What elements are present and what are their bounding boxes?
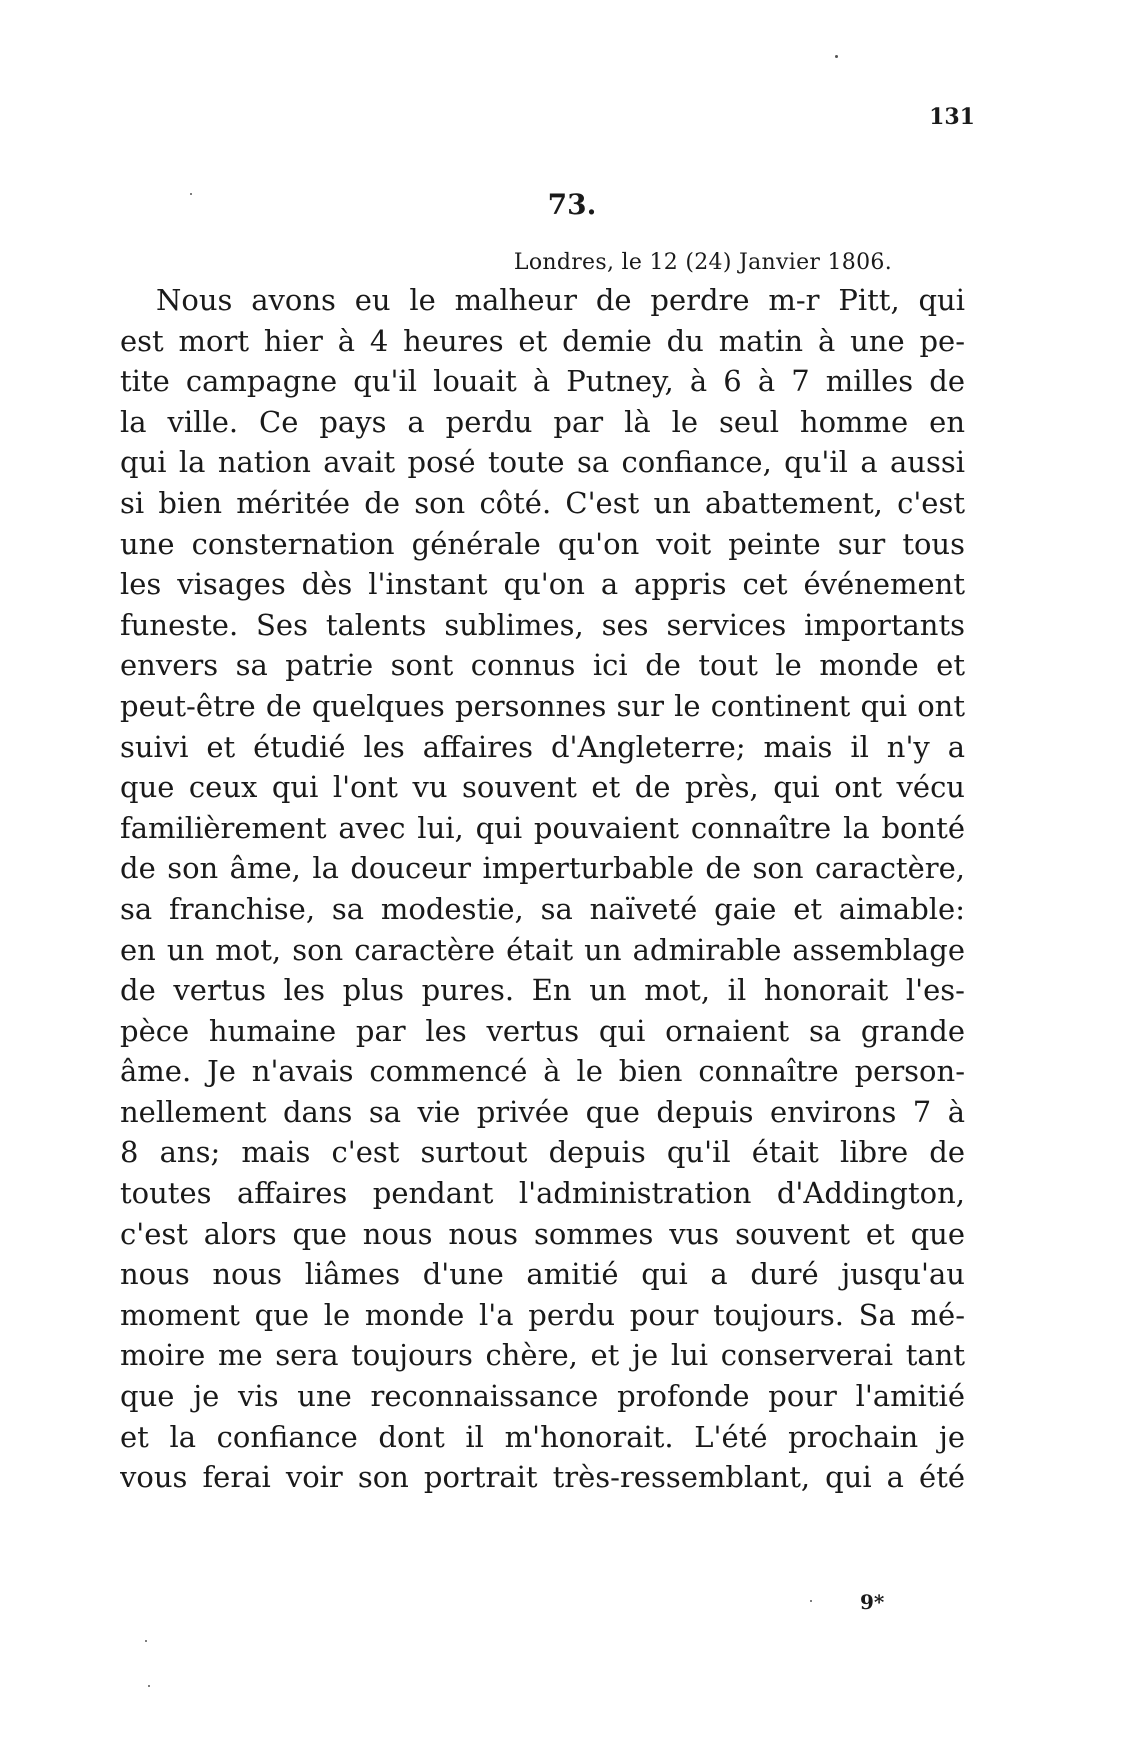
text-line: nellement dans sa vie privée que depuis environs 7 à xyxy=(120,1094,965,1129)
text-line: si bien méritée de son côté. C'est un abattement, c'est xyxy=(120,485,965,520)
text-line: la ville. Ce pays a perdu par là le seul homme en xyxy=(120,404,965,439)
letter-number-heading: 73. xyxy=(547,188,597,221)
text-line: toutes affaires pendant l'administration d'Addington, xyxy=(120,1176,965,1211)
letter-dateline: Londres, le 12 (24) Janvier 1806. xyxy=(513,250,892,275)
text-line: de vertus les plus pures. En un mot, il honorait l'es- xyxy=(120,973,965,1008)
text-line: funeste. Ses talents sublimes, ses services importants xyxy=(120,607,965,642)
text-line: que je vis une reconnaissance profonde pour l'amitié xyxy=(120,1379,965,1414)
text-line: de son âme, la douceur imperturbable de son caractère, xyxy=(120,851,965,886)
scan-speck xyxy=(145,1640,147,1642)
text-line: pèce humaine par les vertus qui ornaient sa grande xyxy=(120,1013,965,1048)
signature-mark: 9* xyxy=(860,1590,885,1614)
text-line: qui la nation avait posé toute sa confiance, qu'il a aussi xyxy=(120,445,965,480)
scan-speck xyxy=(835,55,838,58)
text-line: âme. Je n'avais commencé à le bien connaître person- xyxy=(120,1054,965,1089)
scan-speck xyxy=(148,1685,150,1687)
text-line: et la confiance dont il m'honorait. L'été prochain je xyxy=(120,1419,965,1454)
text-line: peut-être de quelques personnes sur le continent qui ont xyxy=(120,688,965,723)
text-line: c'est alors que nous nous sommes vus souvent et que xyxy=(120,1216,965,1251)
page-number: 131 xyxy=(929,104,975,130)
scan-speck xyxy=(190,193,192,195)
text-line: est mort hier à 4 heures et demie du matin à une pe- xyxy=(120,323,965,358)
text-line: envers sa patrie sont connus ici de tout le monde et xyxy=(120,648,965,683)
text-line: que ceux qui l'ont vu souvent et de près, qui ont vécu xyxy=(120,770,965,805)
text-line: une consternation générale qu'on voit peinte sur tous xyxy=(120,526,965,561)
text-line: 8 ans; mais c'est surtout depuis qu'il était libre de xyxy=(120,1135,965,1170)
text-line: moire me sera toujours chère, et je lui conserverai tant xyxy=(120,1338,965,1373)
text-line: Nous avons eu le malheur de perdre m-r Pitt, qui xyxy=(156,283,965,317)
text-line: tite campagne qu'il louait à Putney, à 6 à 7 milles de xyxy=(120,364,965,399)
text-line: suivi et étudié les affaires d'Angleterre; mais il n'y a xyxy=(120,729,965,764)
letter-body xyxy=(120,280,965,1498)
text-line: familièrement avec lui, qui pouvaient connaître la bonté xyxy=(120,810,965,845)
text-line: nous nous liâmes d'une amitié qui a duré jusqu'au xyxy=(120,1257,965,1292)
text-line: en un mot, son caractère était un admirable assemblage xyxy=(120,932,965,967)
text-line: les visages dès l'instant qu'on a appris cet événement xyxy=(120,567,965,602)
text-line: vous ferai voir son portrait très-ressemblant, qui a été xyxy=(120,1460,965,1495)
text-line: sa franchise, sa modestie, sa naïveté gaie et aimable: xyxy=(120,891,965,926)
text-line: moment que le monde l'a perdu pour toujours. Sa mé- xyxy=(120,1297,965,1332)
scan-speck xyxy=(810,1600,812,1602)
